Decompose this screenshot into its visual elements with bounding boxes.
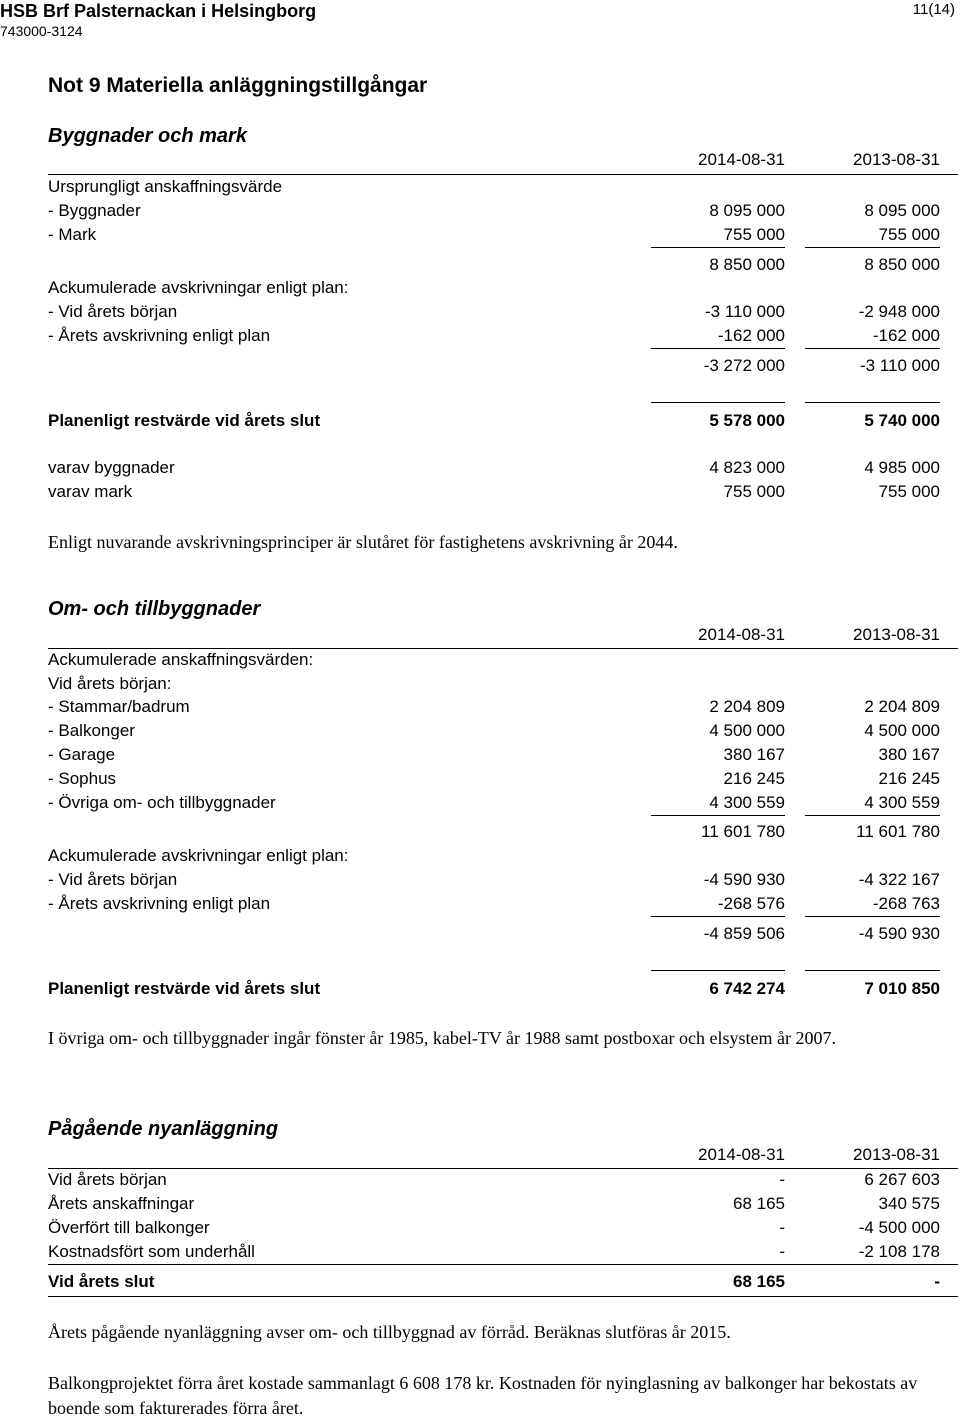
- value-2014: -3 110 000: [704, 302, 785, 321]
- row-label: Vid årets början: [48, 1170, 167, 1189]
- row-label: - Årets avskrivning enligt plan: [48, 894, 271, 913]
- table-row: [48, 1240, 940, 1264]
- value-2013: 5 740 000: [864, 411, 940, 430]
- page-number: 11(14): [912, 1, 955, 18]
- report-title: HSB Brf Palsternackan i Helsingborg: [0, 1, 317, 21]
- row-label: Ackumulerade avskrivningar enligt plan:: [48, 846, 349, 865]
- column-header-2014: 2014-08-31: [698, 1145, 785, 1164]
- value-2014: 4 300 559: [709, 793, 785, 812]
- row-label: - Mark: [48, 225, 97, 244]
- value-2014: 68 165: [733, 1194, 785, 1213]
- column-header-2014: 2014-08-31: [698, 150, 785, 169]
- column-header-row: [48, 148, 940, 172]
- table-row: [48, 695, 940, 719]
- value-2013: -2 108 178: [858, 1242, 940, 1261]
- row-label: - Balkonger: [48, 721, 135, 740]
- value-2013: -4 322 167: [858, 870, 940, 889]
- value-2013: 4 985 000: [864, 458, 940, 477]
- table-row: [48, 324, 940, 348]
- row-label: varav mark: [48, 482, 133, 501]
- row-label: Ackumulerade anskaffningsvärden:: [48, 650, 314, 669]
- value-2014: 68 165: [733, 1272, 785, 1291]
- row-label: - Sophus: [48, 769, 117, 788]
- value-2014: -: [779, 1242, 785, 1261]
- sum-rule: [805, 247, 940, 248]
- row-label: Kostnadsfört som underhåll: [48, 1242, 255, 1261]
- subtotal-row: [48, 253, 940, 277]
- value-2014: -: [779, 1218, 785, 1237]
- row-label: Ursprungligt anskaffningsvärde: [48, 177, 283, 196]
- value-2013: 755 000: [878, 225, 940, 244]
- table-row: [48, 719, 940, 743]
- value-2013: 2 204 809: [864, 697, 940, 716]
- row-label: Planenligt restvärde vid årets slut: [48, 979, 321, 998]
- sum-rule: [805, 916, 940, 917]
- value-2014: 5 578 000: [709, 411, 785, 430]
- table-row: [48, 276, 940, 300]
- value-2014: -268 576: [717, 894, 785, 913]
- row-label: - Byggnader: [48, 201, 141, 220]
- sum-rule: [651, 402, 785, 403]
- value-2014: -162 000: [717, 326, 785, 345]
- value-2014: 4 500 000: [709, 721, 785, 740]
- depreciation-note: Enligt nuvarande avskrivningsprinciper är slutåret för fastighetens avskrivning år 2044.: [48, 532, 678, 552]
- sum-rule: [805, 970, 940, 971]
- column-header-2014: 2014-08-31: [698, 625, 785, 644]
- column-header-2013: 2013-08-31: [853, 150, 940, 169]
- row-label: - Stammar/badrum: [48, 697, 190, 716]
- balkong-note: Balkongprojektet förra året kostade sammanlagt 6 608 178 kr. Kostnaden för nyinglasning av balkonger har bekostats av boende som fakturerades förra året.: [48, 1373, 918, 1418]
- value-2014: 755 000: [723, 482, 785, 501]
- value-2013: 7 010 850: [864, 979, 940, 998]
- table-row: [48, 1192, 940, 1216]
- sum-rule: [651, 348, 785, 349]
- column-header-2013: 2013-08-31: [853, 1145, 940, 1164]
- value-2014: 2 204 809: [709, 697, 785, 716]
- table-row: [48, 1216, 940, 1240]
- value-2013: -162 000: [872, 326, 940, 345]
- row-label: Årets anskaffningar: [48, 1194, 195, 1213]
- tillbyggnader-note: I övriga om- och tillbyggnader ingår fönster år 1985, kabel-TV år 1988 samt postboxar och elsystem år 2007.: [48, 1028, 836, 1048]
- section-title-byggnader: Byggnader och mark: [48, 125, 247, 147]
- value-2013: -: [934, 1272, 940, 1291]
- row-label: - Årets avskrivning enligt plan: [48, 326, 271, 345]
- table-row: [48, 300, 940, 324]
- value-2014: -4 859 506: [703, 924, 785, 943]
- value-2014: 8 850 000: [709, 255, 785, 274]
- total-row: [48, 1270, 940, 1294]
- row-label: - Vid årets början: [48, 302, 178, 321]
- subtotal-row: [48, 354, 940, 378]
- value-2014: 6 742 274: [709, 979, 785, 998]
- row-label: - Vid årets början: [48, 870, 178, 889]
- value-2014: 8 095 000: [709, 201, 785, 220]
- value-2013: 380 167: [878, 745, 940, 764]
- sum-rule: [651, 970, 785, 971]
- column-header-row: [48, 623, 940, 647]
- column-header-row: [48, 1143, 940, 1167]
- value-2013: -268 763: [872, 894, 940, 913]
- value-2013: 216 245: [878, 769, 940, 788]
- total-rule: [48, 1264, 958, 1265]
- value-2013: -2 948 000: [858, 302, 940, 321]
- value-2013: 11 601 780: [856, 822, 940, 841]
- sum-rule: [651, 916, 785, 917]
- table-row: [48, 892, 940, 916]
- value-2013: -3 110 000: [859, 356, 940, 375]
- total-row: [48, 977, 940, 1001]
- value-2014: 11 601 780: [701, 822, 785, 841]
- table-row: [48, 480, 940, 504]
- row-label: - Garage: [48, 745, 116, 764]
- table-row: [48, 767, 940, 791]
- value-2014: 380 167: [723, 745, 785, 764]
- row-label: - Övriga om- och tillbyggnader: [48, 793, 276, 812]
- sum-rule: [805, 348, 940, 349]
- sum-rule: [651, 247, 785, 248]
- note-title: Not 9 Materiella anläggningstillgångar: [48, 74, 428, 97]
- row-label: Överfört till balkonger: [48, 1218, 210, 1237]
- value-2014: -4 590 930: [703, 870, 785, 889]
- table-row: [48, 175, 940, 199]
- sum-rule: [805, 402, 940, 403]
- value-2014: -: [779, 1170, 785, 1189]
- nyanlaggning-note: Årets pågående nyanläggning avser om- och tillbyggnad av förråd. Beräknas slutföras år 2015.: [48, 1322, 731, 1342]
- section-title-tillbyggnader: Om- och tillbyggnader: [48, 598, 261, 620]
- table-row: [48, 844, 940, 868]
- sum-rule: [651, 815, 785, 816]
- row-label: Planenligt restvärde vid årets slut: [48, 411, 321, 430]
- sum-rule: [805, 815, 940, 816]
- value-2013: 340 575: [878, 1194, 940, 1213]
- row-label: Vid årets slut: [48, 1272, 155, 1291]
- column-header-2013: 2013-08-31: [853, 625, 940, 644]
- table-row: [48, 456, 940, 480]
- row-label: Vid årets början:: [48, 674, 172, 693]
- value-2013: -4 590 930: [858, 924, 940, 943]
- subtotal-row: [48, 820, 940, 844]
- value-2014: 216 245: [723, 769, 785, 788]
- org-number: 743000-3124: [0, 23, 83, 39]
- value-2013: -4 500 000: [858, 1218, 940, 1237]
- table-row: [48, 223, 940, 247]
- table-row: [48, 672, 940, 696]
- value-2014: 4 823 000: [709, 458, 785, 477]
- table-row: [48, 743, 940, 767]
- row-label: Ackumulerade avskrivningar enligt plan:: [48, 278, 349, 297]
- value-2013: 8 850 000: [864, 255, 940, 274]
- table-row: [48, 791, 940, 815]
- value-2013: 8 095 000: [864, 201, 940, 220]
- value-2014: 755 000: [723, 225, 785, 244]
- table-row: [48, 1168, 940, 1192]
- value-2013: 4 300 559: [864, 793, 940, 812]
- value-2014: -3 272 000: [703, 356, 785, 375]
- total-rule: [48, 1296, 958, 1297]
- table-row: [48, 199, 940, 223]
- total-row: [48, 409, 940, 433]
- table-row: [48, 868, 940, 892]
- value-2013: 4 500 000: [864, 721, 940, 740]
- value-2013: 755 000: [878, 482, 940, 501]
- section-title-nyanlaggning: Pågående nyanläggning: [48, 1118, 279, 1140]
- value-2013: 6 267 603: [864, 1170, 940, 1189]
- row-label: varav byggnader: [48, 458, 175, 477]
- subtotal-row: [48, 922, 940, 946]
- table-row: [48, 648, 940, 672]
